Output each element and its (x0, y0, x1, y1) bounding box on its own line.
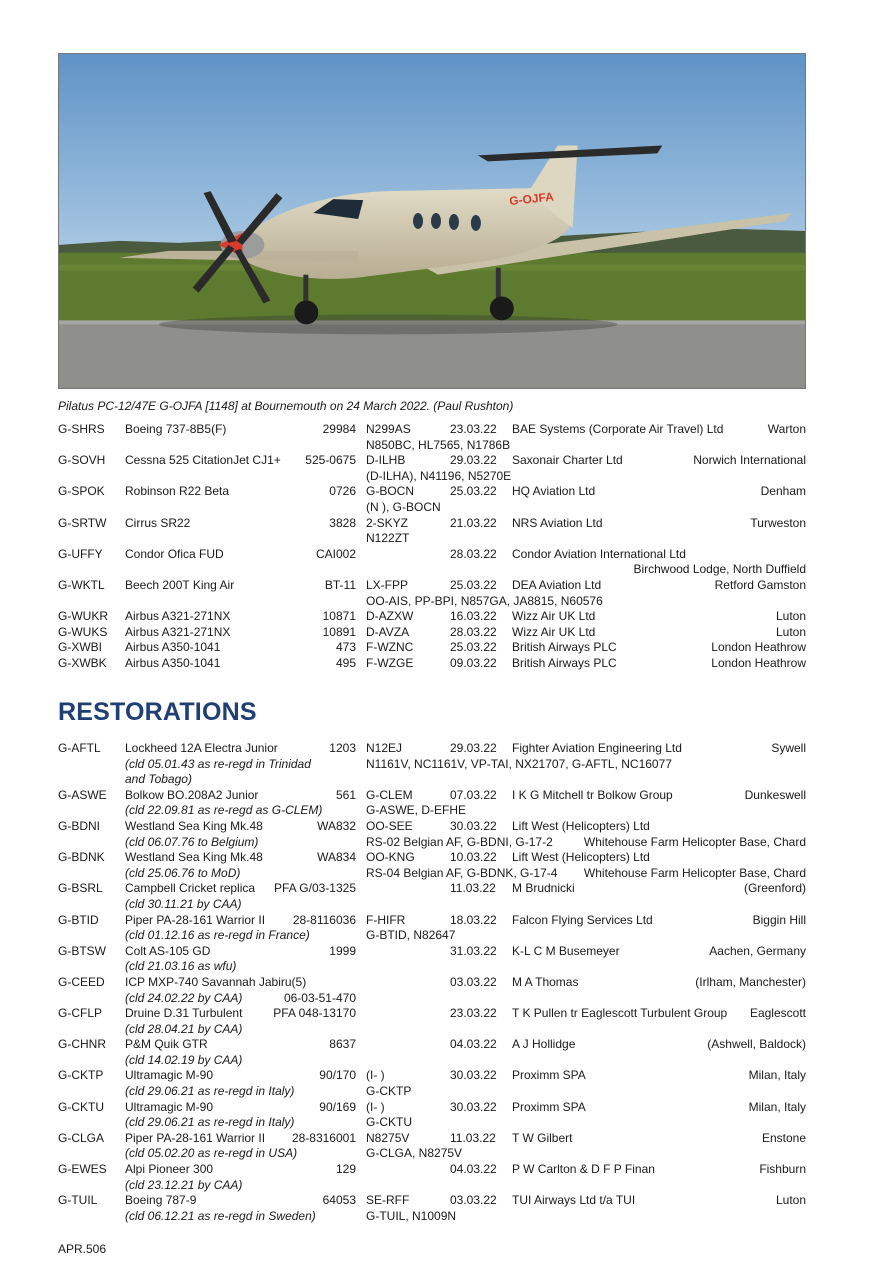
construction-number: 28-8116036 (292, 912, 356, 927)
previous-identity: RS-04 Belgian AF, G-BDNK, G-17-4 (366, 865, 558, 880)
entry-continuation-row (58, 803, 806, 819)
entry-row (58, 422, 806, 438)
owner: BAE Systems (Corporate Air Travel) Ltd (512, 422, 724, 436)
construction-number: 8637 (329, 1037, 356, 1052)
owner: I K G Mitchell tr Bolkow Group (512, 787, 673, 802)
previous-identity: G-TUIL, N1009N (366, 1208, 457, 1223)
aircraft-type: Cirrus SR22 (125, 515, 191, 530)
construction-number: 90/169 (319, 1099, 356, 1114)
registration: G-WKTL (58, 577, 105, 592)
base: Milan, Italy (748, 1068, 806, 1083)
construction-number: 1203 (329, 741, 356, 755)
registration-date: 30.03.22 (450, 1068, 497, 1083)
entry-continuation-row (58, 562, 806, 578)
entry-row (58, 1037, 806, 1053)
owner: Lift West (Helicopters) Ltd (512, 850, 650, 865)
entry-row (58, 975, 806, 991)
registration-date: 25.03.22 (450, 640, 497, 655)
registration-date: 03.03.22 (450, 1193, 497, 1208)
entry-row (58, 819, 806, 835)
owner: Proximm SPA (512, 1068, 586, 1083)
construction-number: WA834 (317, 850, 356, 865)
entry-row (58, 484, 806, 500)
registration-date: 28.03.22 (450, 546, 497, 561)
entry-continuation-row (58, 1178, 806, 1194)
registration-date: 30.03.22 (450, 1099, 497, 1114)
entry-continuation-row (58, 1022, 806, 1038)
previous-identity: N8275V (366, 1130, 410, 1145)
registration-date: 30.03.22 (450, 818, 497, 833)
aircraft-type: (cld 28.04.21 by CAA) (125, 1021, 243, 1036)
owner: Condor Aviation International Ltd (512, 546, 686, 561)
entry-continuation-row (58, 757, 806, 773)
previous-identity: N850BC, HL7565, N1786B (366, 437, 511, 452)
previous-identity: G-CKTU (366, 1115, 412, 1130)
aircraft-type: Ultramagic M-90 (125, 1099, 214, 1114)
owner: British Airways PLC (512, 640, 617, 655)
registration-date: 04.03.22 (450, 1162, 497, 1177)
owner: M Brudnicki (512, 881, 575, 896)
registration: G-WUKR (58, 609, 108, 624)
entry-continuation-row (58, 1053, 806, 1069)
base: Biggin Hill (752, 912, 806, 927)
registration: G-TUIL (58, 1193, 98, 1208)
owner: Proximm SPA (512, 1099, 586, 1114)
aircraft-type: Boeing 787-9 (125, 1193, 197, 1208)
entry-row (58, 625, 806, 641)
registration-date: 18.03.22 (450, 912, 497, 927)
base: Fishburn (759, 1162, 806, 1177)
base: London Heathrow (711, 640, 806, 655)
construction-number: BT-11 (324, 577, 356, 592)
registration-date: 31.03.22 (450, 943, 497, 958)
entry-row (58, 741, 806, 757)
registration: G-SOVH (58, 453, 106, 468)
registration-date: 11.03.22 (450, 1130, 496, 1145)
registration: G-EWES (58, 1162, 107, 1177)
previous-identity: RS-02 Belgian AF, G-BDNI, G-17-2 (366, 834, 553, 849)
base: Warton (767, 422, 806, 436)
registration: G-SPOK (58, 484, 105, 499)
base: Norwich International (693, 453, 806, 468)
aircraft-type: Airbus A321-271NX (125, 609, 231, 624)
entry-row (58, 578, 806, 594)
previous-identity: 2-SKYZ (366, 515, 409, 530)
entry-continuation-row (58, 772, 806, 788)
aircraft-type: Druine D.31 Turbulent (125, 1006, 243, 1021)
registration: G-XWBI (58, 640, 102, 655)
owner: Saxonair Charter Ltd (512, 453, 623, 468)
base: Retford Gamston (714, 577, 806, 592)
entry-continuation-row (58, 991, 806, 1007)
registration: G-AFTL (58, 741, 101, 755)
aircraft-type: (cld 05.01.43 as re-regd in Trinidad (125, 756, 311, 771)
previous-identity: D-ILHB (366, 453, 406, 468)
owner: NRS Aviation Ltd (512, 515, 603, 530)
base: Luton (775, 1193, 806, 1208)
entry-g-cflp (58, 1006, 806, 1037)
base: London Heathrow (711, 655, 806, 670)
registration: G-WUKS (58, 624, 108, 639)
aircraft-type: (cld 29.06.21 as re-regd in Italy) (125, 1084, 295, 1099)
restorations-table (58, 741, 806, 1224)
registration: G-CFLP (58, 1006, 103, 1021)
registration-date: 25.03.22 (450, 577, 497, 592)
base: Whitehouse Farm Helicopter Base, Chard (583, 865, 806, 880)
base: Dunkeswell (744, 787, 806, 802)
owner: K-L C M Busemeyer (512, 943, 620, 958)
entry-continuation-row (58, 438, 806, 454)
entry-g-xwbk (58, 656, 806, 672)
construction-number: 10891 (322, 624, 356, 639)
previous-identity: G-CKTP (366, 1084, 412, 1099)
aircraft-type: and Tobago) (125, 772, 192, 787)
entry-row (58, 1006, 806, 1022)
owner: DEA Aviation Ltd (512, 577, 602, 592)
previous-identity: (D-ILHA), N41196, N5270E (366, 468, 512, 483)
restorations-heading: RESTORATIONS (58, 698, 257, 726)
base: Denham (760, 484, 806, 499)
entry-g-ceed (58, 975, 806, 1006)
registration: G-XWBK (58, 655, 107, 670)
base: (Greenford) (743, 881, 806, 896)
owner: M A Thomas (512, 974, 579, 989)
construction-number: 473 (335, 640, 356, 655)
previous-identity: (I- ) (366, 1099, 385, 1114)
aircraft-type: (cld 29.06.21 as re-regd in Italy) (125, 1115, 295, 1130)
owner: A J Hollidge (512, 1037, 576, 1052)
base: Milan, Italy (748, 1099, 806, 1114)
construction-number: 129 (335, 1162, 356, 1177)
registration-date: 23.03.22 (450, 422, 497, 436)
construction-number: 10871 (322, 609, 356, 624)
aircraft-type: (cld 14.02.19 by CAA) (125, 1052, 243, 1067)
registration: G-ASWE (58, 787, 107, 802)
entry-g-btsw (58, 944, 806, 975)
entry-continuation-row (58, 1146, 806, 1162)
entry-row (58, 516, 806, 532)
construction-number: 06-03-51-470 (283, 990, 356, 1005)
previous-identity: F-WZNC (366, 640, 414, 655)
entry-continuation-row (58, 897, 806, 913)
previous-identity: OO-KNG (366, 850, 415, 865)
tail-registration: G-OJFA (508, 189, 555, 209)
construction-number: 1999 (329, 943, 356, 958)
previous-identity: N299AS (366, 422, 411, 436)
owner: British Airways PLC (512, 655, 617, 670)
aircraft-type: (cld 21.03.16 as wfu) (125, 959, 237, 974)
previous-identity: G-BOCN (366, 484, 414, 499)
previous-identity: SE-RFF (366, 1193, 410, 1208)
aircraft-type: ICP MXP-740 Savannah Jabiru(5) (125, 974, 307, 989)
entry-continuation-row (58, 1084, 806, 1100)
entry-g-bdni (58, 819, 806, 850)
entry-continuation-row (58, 1115, 806, 1131)
aircraft-type: Westland Sea King Mk.48 (125, 818, 263, 833)
entry-continuation-row (58, 594, 806, 610)
entry-g-wuks (58, 625, 806, 641)
construction-number: PFA 048-13170 (273, 1006, 356, 1021)
entry-g-wukr (58, 609, 806, 625)
owner: T K Pullen tr Eaglescott Turbulent Group (512, 1006, 728, 1021)
aircraft-type: Airbus A350-1041 (125, 640, 221, 655)
base: Luton (775, 624, 806, 639)
previous-identity: D-AVZA (366, 624, 410, 639)
aircraft-type: (cld 05.02.20 as re-regd in USA) (125, 1146, 298, 1161)
previous-identity: LX-FPP (366, 577, 409, 592)
construction-number: WA832 (317, 818, 356, 833)
entry-row (58, 881, 806, 897)
aircraft-photo (58, 53, 806, 389)
previous-identity: G-CLEM (366, 787, 413, 802)
page-number: APR.506 (58, 1242, 107, 1256)
previous-identity: (N ), G-BOCN (366, 499, 441, 514)
construction-number: 525-0675 (305, 453, 356, 468)
previous-identity: N12EJ (366, 741, 403, 755)
entry-g-bsrl (58, 881, 806, 912)
entry-g-aftl (58, 741, 806, 788)
registration: G-CKTU (58, 1099, 104, 1114)
construction-number: 3828 (329, 515, 356, 530)
registration: G-CKTP (58, 1068, 104, 1083)
construction-number: 90/170 (319, 1068, 356, 1083)
entry-g-shrs (58, 422, 806, 453)
base: (Ashwell, Baldock) (707, 1037, 806, 1052)
entry-g-wktl (58, 578, 806, 609)
previous-identity: OO-SEE (366, 818, 413, 833)
entry-row (58, 788, 806, 804)
registration-date: 25.03.22 (450, 484, 497, 499)
construction-number: 28-8316001 (291, 1130, 356, 1145)
entry-g-tuil (58, 1193, 806, 1224)
registration-date: 09.03.22 (450, 655, 497, 670)
entry-row (58, 640, 806, 656)
registration-date: 23.03.22 (450, 1006, 497, 1021)
construction-number: PFA G/03-1325 (273, 881, 356, 896)
entry-row (58, 1100, 806, 1116)
aircraft-type: Ultramagic M-90 (125, 1068, 214, 1083)
entry-continuation-row (58, 531, 806, 547)
aircraft-type: Colt AS-105 GD (125, 943, 211, 958)
aircraft-type: (cld 25.06.76 to MoD) (125, 865, 241, 880)
entry-continuation-row (58, 866, 806, 882)
entry-continuation-row (58, 1209, 806, 1225)
entry-continuation-row (58, 835, 806, 851)
registration-date: 16.03.22 (450, 609, 497, 624)
base: Aachen, Germany (709, 943, 806, 958)
previous-identity: G-BTID, N82647 (366, 928, 456, 943)
entry-continuation-row (58, 928, 806, 944)
construction-number: CAI002 (315, 546, 356, 561)
owner: TUI Airways Ltd t/a TUI (512, 1193, 636, 1208)
aircraft-type: (cld 24.02.22 by CAA) (125, 990, 243, 1005)
entry-g-cktp (58, 1068, 806, 1099)
previous-identity: N1161V, NC1161V, VP-TAI, NX21707, G-AFTL, NC16077 (366, 756, 672, 771)
aircraft-photo-illustration (59, 54, 805, 388)
registration: G-BSRL (58, 881, 103, 896)
aircraft-type: Alpi Pioneer 300 (125, 1162, 214, 1177)
entry-row (58, 913, 806, 929)
aircraft-type: (cld 22.09.81 as re-regd as G-CLEM) (125, 803, 323, 818)
aircraft-type: (cld 23.12.21 by CAA) (125, 1177, 243, 1192)
aircraft-type: Condor Ofica FUD (125, 546, 224, 561)
registration: G-SRTW (58, 515, 107, 530)
registration-date: 29.03.22 (450, 741, 497, 755)
construction-number: 561 (335, 787, 356, 802)
owner: HQ Aviation Ltd (512, 484, 596, 499)
aircraft-type: Bolkow BO.208A2 Junior (125, 787, 259, 802)
previous-identity: OO-AIS, PP-BPI, N857GA, JA8815, N60576 (366, 593, 603, 608)
owner: Wizz Air UK Ltd (512, 609, 596, 624)
previous-identity: G-ASWE, D-EFHE (366, 803, 467, 818)
registration-date: 11.03.22 (450, 881, 496, 896)
base: Birchwood Lodge, North Duffield (633, 562, 806, 577)
aircraft-type: Cessna 525 CitationJet CJ1+ (125, 453, 281, 468)
owner: P W Carlton & D F P Finan (512, 1162, 655, 1177)
entry-continuation-row (58, 500, 806, 516)
entry-row (58, 453, 806, 469)
registration: G-BTSW (58, 943, 106, 958)
registration: G-UFFY (58, 546, 103, 561)
entry-row (58, 1193, 806, 1209)
construction-number: 495 (335, 655, 356, 670)
entry-continuation-row (58, 959, 806, 975)
aircraft-type: (cld 06.07.76 to Belgium) (125, 834, 259, 849)
aircraft-type: P&M Quik GTR (125, 1037, 208, 1052)
aircraft-type: Lockheed 12A Electra Junior (125, 741, 278, 755)
aircraft-type: Westland Sea King Mk.48 (125, 850, 263, 865)
registration-date: 03.03.22 (450, 974, 497, 989)
entry-g-sovh (58, 453, 806, 484)
owner: Fighter Aviation Engineering Ltd (512, 741, 682, 755)
construction-number: 0726 (329, 484, 356, 499)
previous-identity: F-HIFR (366, 912, 406, 927)
entry-g-aswe (58, 788, 806, 819)
entry-g-btid (58, 913, 806, 944)
aircraft-type: Beech 200T King Air (125, 577, 235, 592)
entry-g-clga (58, 1131, 806, 1162)
registration: G-BDNI (58, 818, 100, 833)
aircraft-type: Boeing 737-8B5(F) (125, 422, 227, 436)
entry-row (58, 1068, 806, 1084)
entry-g-cktu (58, 1100, 806, 1131)
entry-row (58, 850, 806, 866)
entry-g-spok (58, 484, 806, 515)
registration: G-SHRS (58, 422, 105, 436)
owner: Falcon Flying Services Ltd (512, 912, 653, 927)
registrations-table (58, 422, 806, 672)
photo-caption: Pilatus PC-12/47E G-OJFA [1148] at Bournemouth on 24 March 2022. (Paul Rushton) (58, 399, 514, 413)
registration: G-CLGA (58, 1130, 105, 1145)
base: (Irlham, Manchester) (695, 974, 806, 989)
registration-date: 07.03.22 (450, 787, 497, 802)
aircraft-type: Airbus A321-271NX (125, 624, 231, 639)
registration: G-BDNK (58, 850, 105, 865)
owner: T W Gilbert (512, 1130, 573, 1145)
aircraft-type: Piper PA-28-161 Warrior II (125, 1130, 266, 1145)
entry-g-xwbi (58, 640, 806, 656)
entry-g-uffy (58, 547, 806, 578)
previous-identity: F-WZGE (366, 655, 414, 670)
registration-date: 28.03.22 (450, 624, 497, 639)
registration: G-BTID (58, 912, 99, 927)
entry-row (58, 944, 806, 960)
entry-g-chnr (58, 1037, 806, 1068)
entry-g-ewes (58, 1162, 806, 1193)
owner: Wizz Air UK Ltd (512, 624, 596, 639)
entry-row (58, 656, 806, 672)
previous-identity: D-AZXW (366, 609, 414, 624)
base: Turweston (750, 515, 806, 530)
construction-number: 64053 (322, 1193, 356, 1208)
registration-date: 21.03.22 (450, 515, 497, 530)
base: Luton (775, 609, 806, 624)
previous-identity: (I- ) (366, 1068, 385, 1083)
aircraft-type: Airbus A350-1041 (125, 655, 221, 670)
registration-date: 29.03.22 (450, 453, 497, 468)
aircraft-type: (cld 01.12.16 as re-regd in France) (125, 928, 310, 943)
registration-date: 04.03.22 (450, 1037, 497, 1052)
entry-row (58, 1131, 806, 1147)
previous-identity: N122ZT (366, 531, 410, 546)
base: Eaglescott (749, 1006, 806, 1021)
base: Whitehouse Farm Helicopter Base, Chard (583, 834, 806, 849)
aircraft-type: (cld 06.12.21 as re-regd in Sweden) (125, 1208, 316, 1223)
base: Enstone (761, 1130, 806, 1145)
aircraft-type: Robinson R22 Beta (125, 484, 230, 499)
base: Sywell (771, 741, 806, 755)
owner: Lift West (Helicopters) Ltd (512, 818, 650, 833)
entry-row (58, 1162, 806, 1178)
aircraft-type: Piper PA-28-161 Warrior II (125, 912, 266, 927)
entry-row (58, 547, 806, 563)
registration-date: 10.03.22 (450, 850, 497, 865)
aircraft-type: Campbell Cricket replica (125, 881, 256, 896)
entry-row (58, 609, 806, 625)
aircraft-type: (cld 30.11.21 by CAA) (125, 896, 242, 911)
entry-continuation-row (58, 469, 806, 485)
entry-g-srtw (58, 516, 806, 547)
previous-identity: G-CLGA, N8275V (366, 1146, 463, 1161)
entry-g-bdnk (58, 850, 806, 881)
construction-number: 29984 (322, 422, 356, 436)
registration: G-CHNR (58, 1037, 106, 1052)
registration: G-CEED (58, 974, 105, 989)
